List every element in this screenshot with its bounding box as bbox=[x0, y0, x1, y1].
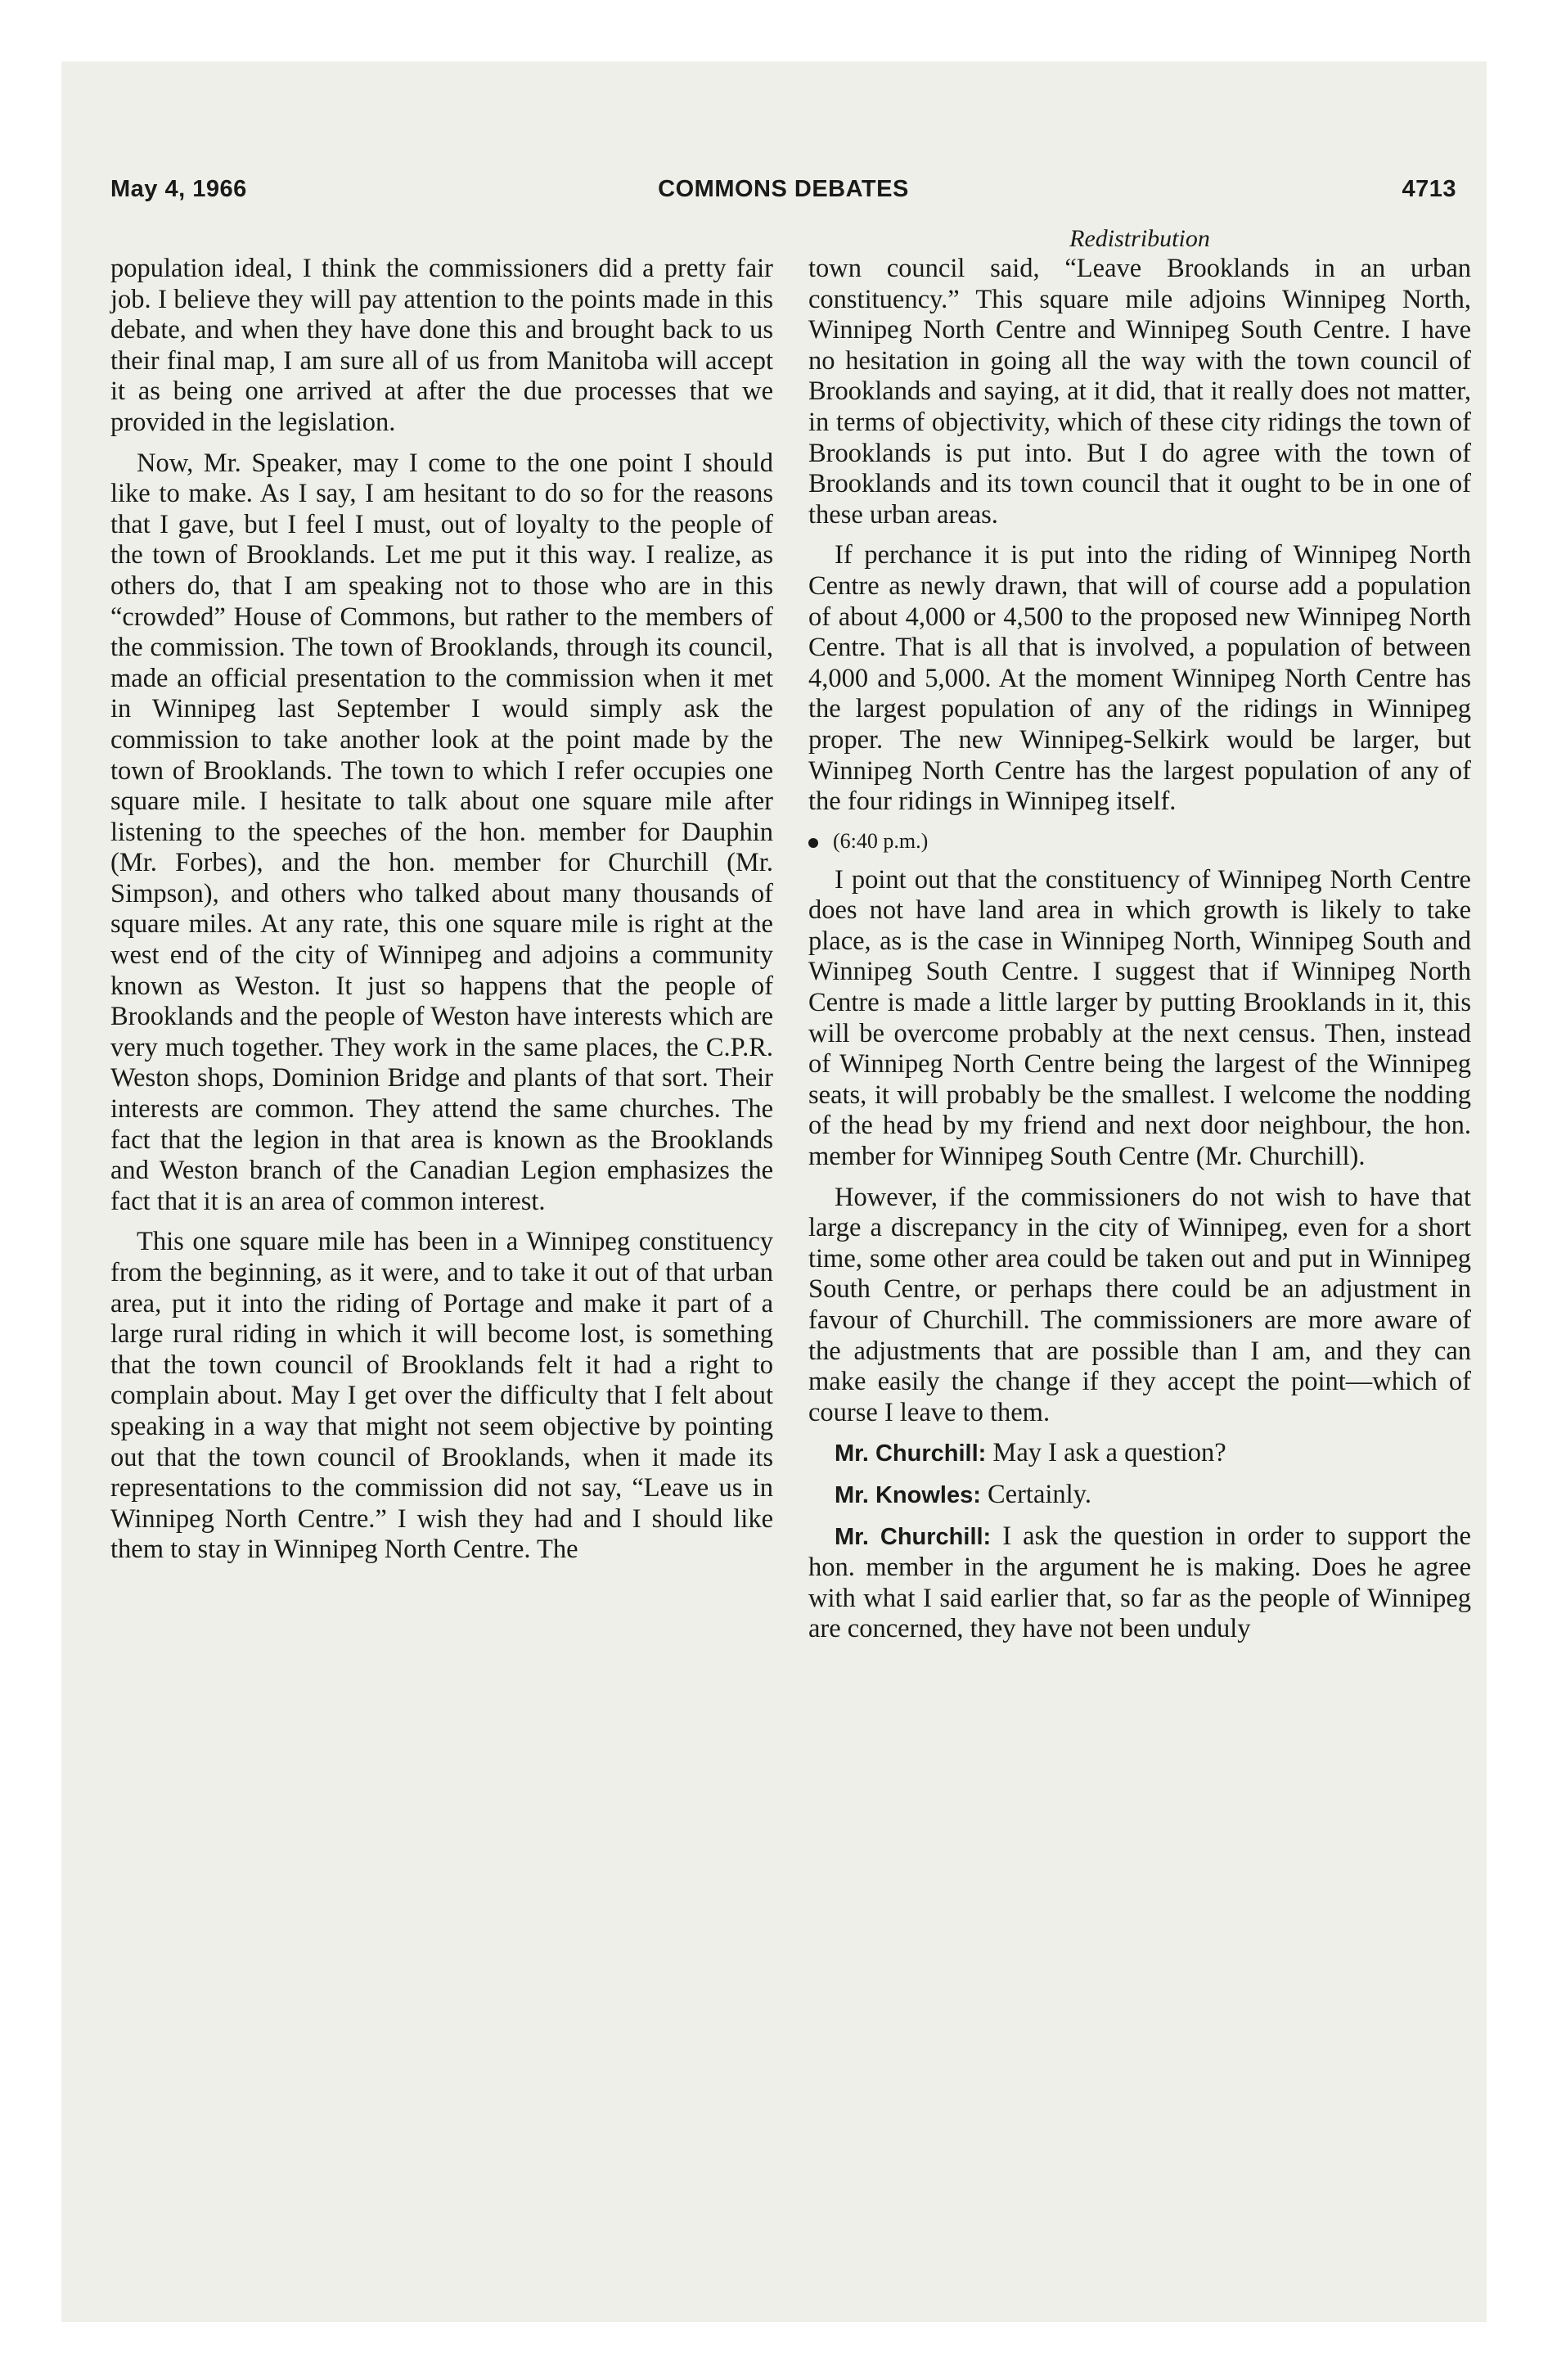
document-page bbox=[110, 176, 1471, 2140]
page-header bbox=[110, 176, 1456, 209]
speech-3 bbox=[808, 1521, 1471, 1645]
bullet-icon bbox=[808, 838, 818, 848]
right-paragraph-1: town council said, “Leave Brooklands in an urban constituency.” This square mile adjoins Winnipeg North, Winnipeg North Centre and Winnipeg South Centre. I have no hesitation in going all the way with the town council of Brooklands and saying, at it did, that it really does not matter, in terms of objectivity, which of these city ridings the town of Brooklands is put into. But I do agree with the town of Brooklands and its town council that it ought to be in one of these urban areas. bbox=[808, 254, 1471, 530]
right-column bbox=[808, 223, 1471, 1655]
speech-text: I ask the question in order to support the hon. member in the argument he is making. Does he agree with what I said earlier that, so far as the people of Winnipeg are concerned, they have not been unduly bbox=[808, 1521, 1471, 1644]
header-title: COMMONS DEBATES bbox=[658, 176, 909, 202]
speaker-name: Mr. Knowles: bbox=[835, 1481, 981, 1508]
header-page-number: 4713 bbox=[1402, 176, 1456, 202]
speech-text: May I ask a question? bbox=[986, 1438, 1226, 1468]
left-paragraph-3: This one square mile has been in a Winnipeg constituency from the beginning, as it were, and to take it out of that urban area, put it into the riding of Portage and make it part of a large rural riding in which it will become lost, is something that the town council of Brooklands felt it had a right to complain about. May I get over the difficulty that I felt about speaking in a way that might not seem objective by pointing out that the town council of Brooklands, when it made its representations to the commission did not say, “Leave us in Winnipeg North Centre.” I wish they had and I should like them to stay in Winnipeg North Centre. The bbox=[110, 1227, 773, 1565]
right-paragraph-4: However, if the commissioners do not wish to have that large a discrepancy in the city of Winnipeg, even for a short time, some other area could be taken out and put in Winnipeg South Centre, or perhaps there could be an adjustment in favour of Churchill. The commissioners are more aware of the adjustments that are possible than I am, and they can make easily the change if they accept the point—which of course I leave to them. bbox=[808, 1182, 1471, 1427]
right-paragraph-3: I point out that the constituency of Winnipeg North Centre does not have land area in which growth is likely to take place, as is the case in Winnipeg North, Winnipeg South and Winnipeg South Centre. I suggest that if Winnipeg North Centre is made a little larger by putting Brooklands in it, this will be overcome probably at the next census. Then, instead of Winnipeg North Centre being the largest of the Winnipeg seats, it will probably be the smallest. I welcome the nodding of the head by my friend and next door neighbour, the hon. member for Winnipeg South Centre (Mr. Churchill). bbox=[808, 864, 1471, 1172]
left-column bbox=[110, 254, 773, 1575]
left-paragraph-2: Now, Mr. Speaker, may I come to the one point I should like to make. As I say, I am hesitant to do so for the reasons that I gave, but I feel I must, out of loyalty to the people of the town of Brooklands. Let me put it this way. I realize, as others do, that I am speaking not to those who are in this “crowded” House of Commons, but rather to the members of the commission. The town of Brooklands, through its council, made an official presentation to the commission when it met in Winnipeg last September I would simply ask the commission to take another look at the point made by the town of Brooklands. The town to which I refer occupies one square mile. I hesitate to talk about one square mile after listening to the speeches of the hon. member for Dauphin (Mr. Forbes), and the hon. member for Churchill (Mr. Simpson), and others who talked about many thousands of square miles. At any rate, this one square mile is right at the west end of the city of Winnipeg and adjoins a community known as Weston. It just so happens that the people of Brooklands and the people of Weston have interests which are very much together. They work in the same places, the C.P.R. Weston shops, Dominion Bridge and plants of that sort. Their interests are common. They attend the same churches. The fact that the legion in that area is known as the Brooklands and Weston branch of the Canadian Legion emphasizes the fact that it is an area of common interest. bbox=[110, 448, 773, 1216]
time-stamp-text: (6:40 p.m.) bbox=[833, 828, 929, 853]
speech-2 bbox=[808, 1480, 1471, 1512]
header-date: May 4, 1966 bbox=[110, 176, 247, 202]
speaker-name: Mr. Churchill: bbox=[835, 1440, 987, 1467]
speech-1 bbox=[808, 1438, 1471, 1470]
speech-text: Certainly. bbox=[980, 1479, 1091, 1509]
time-stamp bbox=[808, 827, 1471, 855]
running-head: Redistribution bbox=[1069, 225, 1210, 252]
left-paragraph-1: population ideal, I think the commissioners did a pretty fair job. I believe they will pay attention to the points made in this debate, and when they have done this and brought back to us their final map, I am sure all of us from Manitoba will accept it as being one arrived at after the due processes that we provided in the legislation. bbox=[110, 254, 773, 437]
right-paragraph-2: If perchance it is put into the riding of Winnipeg North Centre as newly drawn, that will of course add a population of about 4,000 or 4,500 to the proposed new Winnipeg North Centre. That is all that is involved, a population of between 4,000 and 5,000. At the moment Winnipeg North Centre has the largest population of any of the ridings in Winnipeg proper. The new Winnipeg-Selkirk would be larger, but Winnipeg North Centre has the largest population of any of the four ridings in Winnipeg itself. bbox=[808, 540, 1471, 817]
speaker-name: Mr. Churchill: bbox=[835, 1523, 992, 1550]
